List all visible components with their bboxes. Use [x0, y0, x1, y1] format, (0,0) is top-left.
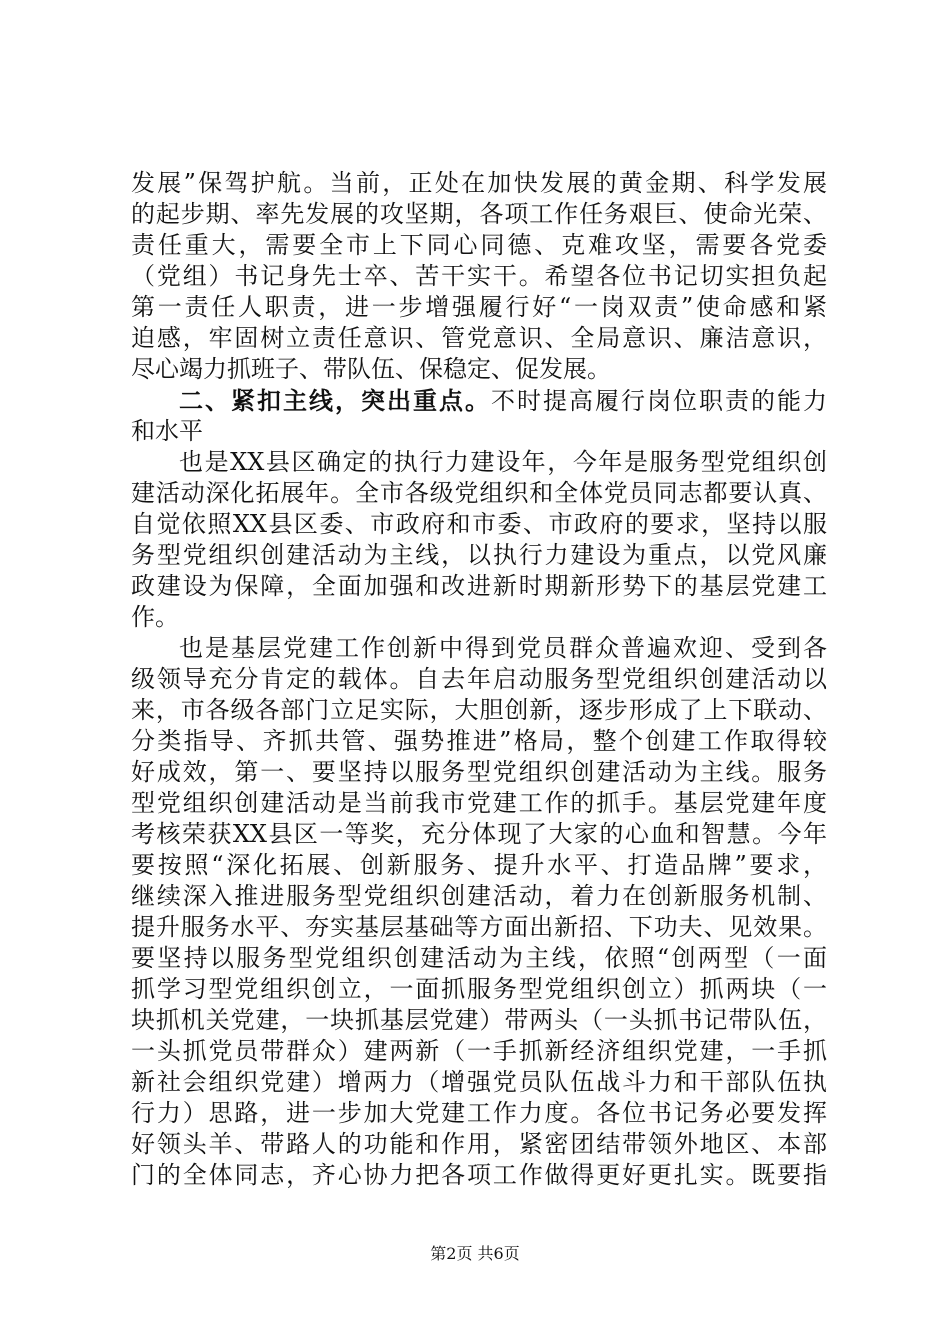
text-line: 自觉依照XX县区委、市政府和市委、市政府的要求，坚持以服	[131, 510, 827, 538]
text-line: 行力）思路，进一步加大党建工作力度。各位书记务必要发挥	[131, 1099, 827, 1127]
text-line: 迫感，牢固树立责任意识、管党意识、全局意识、廉洁意识，	[131, 324, 827, 352]
text-line: 好领头羊、带路人的功能和作用，紧密团结带领外地区、本部	[131, 1130, 827, 1158]
text-line: 来，市各级各部门立足实际，大胆创新，逐步形成了上下联动、	[131, 696, 827, 724]
text-line: 考核荣获XX县区一等奖，充分体现了大家的心血和智慧。今年	[131, 820, 827, 848]
text-line: 级领导充分肯定的载体。自去年启动服务型党组织创建活动以	[131, 665, 827, 693]
text-line: 型党组织创建活动是当前我市党建工作的抓手。基层党建年度	[131, 789, 827, 817]
page-number-label: 第2页 共6页	[430, 1244, 520, 1263]
text-line: 建活动深化拓展年。全市各级党组织和全体党员同志都要认真、	[131, 479, 827, 507]
text-line: 分类指导、齐抓共管、强势推进”格局，整个创建工作取得较	[131, 727, 827, 755]
heading-line	[131, 385, 827, 416]
text-line: 政建设为保障，全面加强和改进新时期新形势下的基层党建工	[131, 572, 827, 600]
text-line: 责任重大，需要全市上下同心同德、克难攻坚，需要各党委	[131, 231, 827, 259]
text-line: 第一责任人职责，进一步增强履行好“一岗双责”使命感和紧	[131, 293, 827, 321]
heading-bold-text: 二、紧扣主线，突出重点。	[179, 386, 491, 415]
paragraph-1	[131, 168, 827, 385]
text-line: 作。	[131, 603, 179, 631]
page-footer	[0, 1244, 950, 1264]
section-heading	[131, 385, 827, 447]
heading-line-2: 和水平	[131, 417, 203, 445]
text-line: 尽心竭力抓班子、带队伍、保稳定、促发展。	[131, 355, 611, 383]
paragraph-3	[131, 633, 827, 1191]
text-line: 好成效，第一、要坚持以服务型党组织创建活动为主线。服务	[131, 758, 827, 786]
text-line: 也是XX县区确定的执行力建设年，今年是服务型党组织创	[179, 448, 827, 476]
paragraph-2	[131, 447, 827, 633]
text-line: 的起步期、率先发展的攻坚期，各项工作任务艰巨、使命光荣、	[131, 200, 827, 228]
text-line: 抓学习型党组织创立，一面抓服务型党组织创立）抓两块（一	[131, 975, 827, 1003]
text-line: 发展”保驾护航。当前，正处在加快发展的黄金期、科学发展	[131, 169, 827, 197]
text-line: 要坚持以服务型党组织创建活动为主线，依照“创两型（一面	[131, 944, 827, 972]
text-line: 继续深入推进服务型党组织创建活动，着力在创新服务机制、	[131, 882, 827, 910]
text-line: （党组）书记身先士卒、苦干实干。希望各位书记切实担负起	[131, 262, 827, 290]
text-line: 提升服务水平、夯实基层基础等方面出新招、下功夫、见效果。	[131, 913, 827, 941]
heading-rest-text: 不时提高履行岗位职责的能力	[491, 387, 827, 415]
text-line: 要按照“深化拓展、创新服务、提升水平、打造品牌”要求，	[131, 851, 827, 879]
text-line: 新社会组织党建）增两力（增强党员队伍战斗力和干部队伍执	[131, 1068, 827, 1096]
text-line: 块抓机关党建，一块抓基层党建）带两头（一头抓书记带队伍，	[131, 1006, 827, 1034]
text-line: 门的全体同志，齐心协力把各项工作做得更好更扎实。既要指	[131, 1161, 827, 1189]
document-body	[131, 168, 827, 1191]
text-line: 一头抓党员带群众）建两新（一手抓新经济组织党建，一手抓	[131, 1037, 827, 1065]
text-line: 也是基层党建工作创新中得到党员群众普遍欢迎、受到各	[179, 634, 827, 662]
text-line: 务型党组织创建活动为主线，以执行力建设为重点，以党风廉	[131, 541, 827, 569]
